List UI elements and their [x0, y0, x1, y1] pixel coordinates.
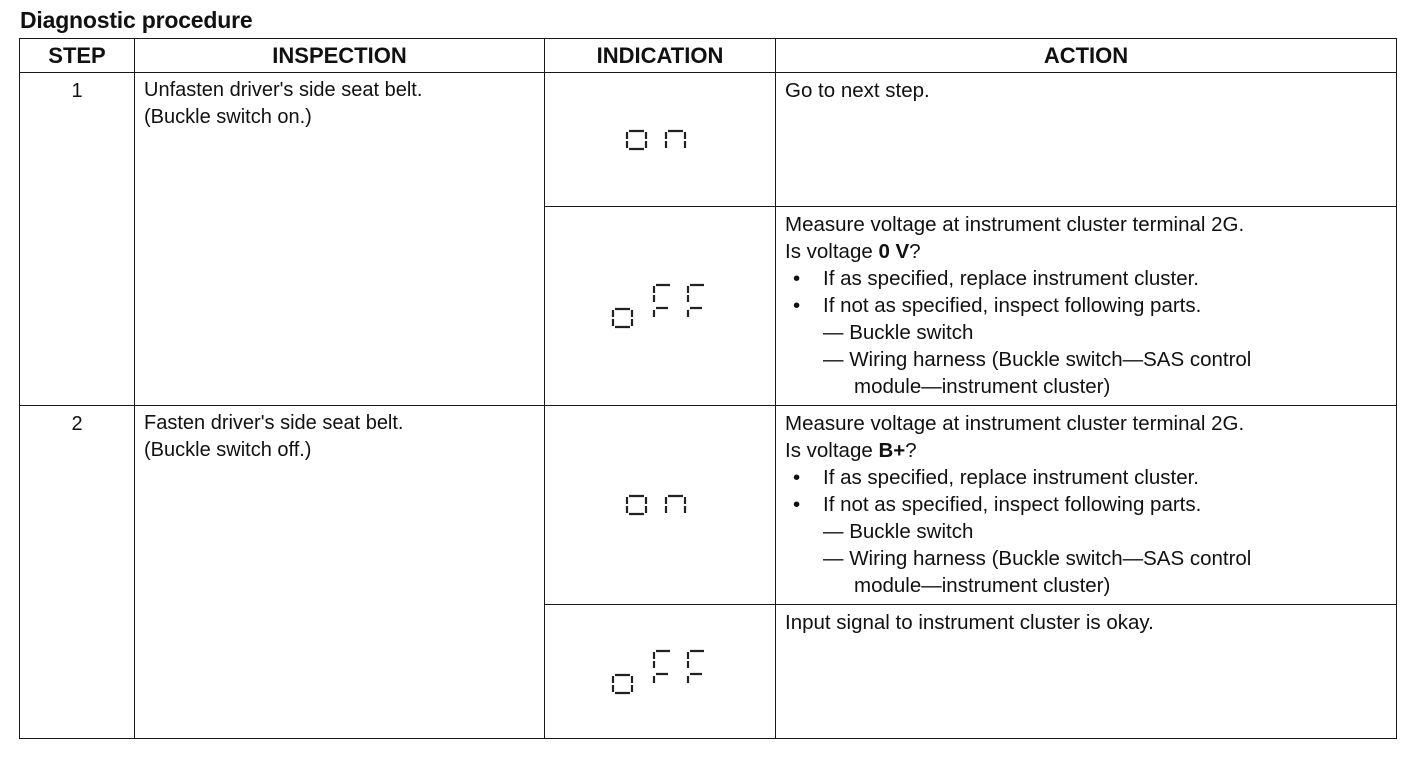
action-dash-item: — Wiring harness (Buckle switch—SAS control: [823, 547, 1252, 570]
seven-segment-off-display: [610, 283, 710, 329]
header-row: [20, 39, 1397, 73]
inspection-line: (Buckle switch on.): [144, 106, 312, 128]
seven-segment-on-display: [624, 128, 696, 152]
header-step: STEP: [20, 39, 135, 73]
action-question: Is voltage B+?: [785, 439, 917, 462]
action-line: Input signal to instrument cluster is okay.: [785, 611, 1154, 634]
inspection-cell: [135, 406, 545, 739]
page-title: Diagnostic procedure: [20, 7, 253, 33]
action-cell: [776, 207, 1397, 406]
inspection-line: Unfasten driver's side seat belt.: [144, 79, 423, 101]
inspection-cell: [135, 73, 545, 406]
seven-segment-off-display: [610, 649, 710, 695]
action-dash-continued: module—instrument cluster): [854, 375, 1111, 398]
inspection-line: (Buckle switch off.): [144, 439, 312, 461]
diagnostic-table: [19, 38, 1397, 739]
action-cell: [776, 406, 1397, 605]
header-action: ACTION: [776, 39, 1397, 73]
indication-cell: [545, 207, 776, 406]
step-number: 1: [20, 73, 135, 406]
action-dash-item: — Wiring harness (Buckle switch—SAS control: [823, 348, 1252, 371]
action-line: Go to next step.: [785, 79, 930, 102]
inspection-line: Fasten driver's side seat belt.: [144, 412, 404, 434]
action-dash-item: — Buckle switch: [823, 321, 974, 344]
indication-cell: [545, 605, 776, 739]
indication-cell: [545, 73, 776, 207]
action-bullet: • If not as specified, inspect following parts.: [793, 294, 1202, 317]
action-cell: [776, 605, 1397, 739]
action-question: Is voltage 0 V?: [785, 240, 921, 263]
action-bullet: • If as specified, replace instrument cluster.: [793, 267, 1200, 290]
voltage-value: B+: [878, 439, 906, 462]
header-indication: INDICATION: [545, 39, 776, 73]
table-row: [20, 406, 1397, 605]
action-bullet: • If not as specified, inspect following parts.: [793, 493, 1202, 516]
seven-segment-on-display: [624, 493, 696, 517]
action-cell: [776, 73, 1397, 207]
action-bullet: • If as specified, replace instrument cluster.: [793, 466, 1200, 489]
voltage-value: 0 V: [878, 240, 910, 263]
action-dash-item: — Buckle switch: [823, 520, 974, 543]
action-line: Measure voltage at instrument cluster terminal 2G.: [785, 213, 1245, 236]
step-number: 2: [20, 406, 135, 739]
indication-cell: [545, 406, 776, 605]
action-line: Measure voltage at instrument cluster terminal 2G.: [785, 412, 1245, 435]
table-row: [20, 73, 1397, 207]
action-dash-continued: module—instrument cluster): [854, 574, 1111, 597]
header-inspection: INSPECTION: [135, 39, 545, 73]
